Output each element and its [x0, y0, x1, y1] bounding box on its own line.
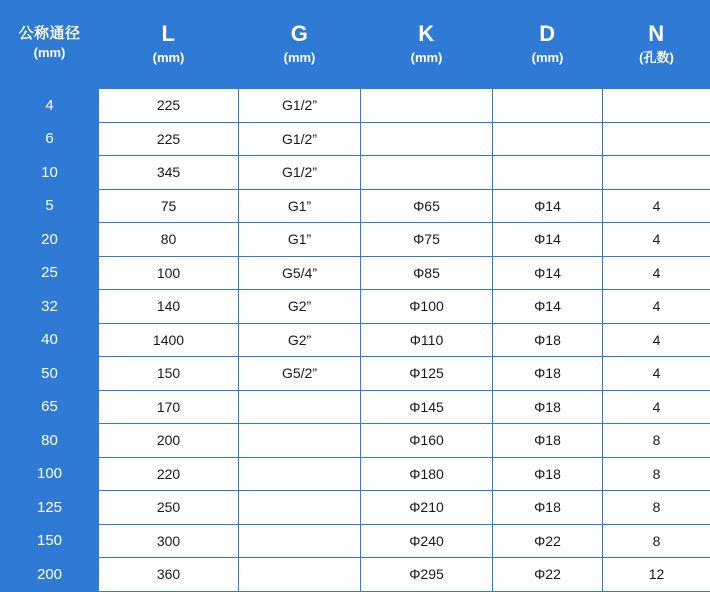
cell-d: Φ18	[493, 390, 603, 424]
cell-l: 300	[99, 524, 239, 558]
table-row	[1, 223, 710, 257]
cell-g: G1”	[239, 223, 361, 257]
column-header-unit: (mm)	[239, 48, 360, 69]
cell-n	[603, 89, 710, 123]
column-header-d	[493, 1, 603, 89]
cell-d: Φ18	[493, 323, 603, 357]
cell-k: Φ100	[361, 290, 493, 324]
cell-k: Φ160	[361, 424, 493, 458]
table-row	[1, 122, 710, 156]
column-header-unit: (mm)	[493, 48, 602, 69]
cell-n: 12	[603, 558, 710, 592]
cell-nominal-diameter: 20	[1, 223, 99, 257]
cell-nominal-diameter: 65	[1, 390, 99, 424]
cell-n: 8	[603, 457, 710, 491]
table-row	[1, 189, 710, 223]
cell-d: Φ14	[493, 290, 603, 324]
cell-nominal-diameter: 50	[1, 357, 99, 391]
cell-l: 150	[99, 357, 239, 391]
cell-d: Φ14	[493, 223, 603, 257]
cell-k: Φ180	[361, 457, 493, 491]
cell-d	[493, 89, 603, 123]
cell-n: 4	[603, 357, 710, 391]
table-row	[1, 390, 710, 424]
cell-nominal-diameter: 125	[1, 491, 99, 525]
cell-g	[239, 524, 361, 558]
cell-n: 8	[603, 524, 710, 558]
cell-nominal-diameter: 100	[1, 457, 99, 491]
column-header-unit: (mm)	[99, 48, 238, 69]
column-header-title: L	[99, 20, 238, 48]
cell-l: 80	[99, 223, 239, 257]
cell-d	[493, 156, 603, 190]
cell-d	[493, 122, 603, 156]
cell-d: Φ22	[493, 558, 603, 592]
column-header-unit: (mm)	[361, 48, 492, 69]
column-header-title: G	[239, 20, 360, 48]
table-row	[1, 491, 710, 525]
cell-k	[361, 89, 493, 123]
cell-l: 225	[99, 122, 239, 156]
column-header-title: N	[603, 20, 710, 48]
cell-nominal-diameter: 40	[1, 323, 99, 357]
table-row	[1, 424, 710, 458]
cell-nominal-diameter: 10	[1, 156, 99, 190]
cell-n: 4	[603, 189, 710, 223]
cell-n	[603, 156, 710, 190]
cell-k	[361, 122, 493, 156]
cell-k: Φ240	[361, 524, 493, 558]
cell-l: 345	[99, 156, 239, 190]
cell-d: Φ22	[493, 524, 603, 558]
cell-k: Φ65	[361, 189, 493, 223]
cell-d: Φ14	[493, 189, 603, 223]
cell-l: 140	[99, 290, 239, 324]
cell-g: G2”	[239, 323, 361, 357]
cell-g	[239, 558, 361, 592]
cell-l: 170	[99, 390, 239, 424]
cell-k: Φ85	[361, 256, 493, 290]
cell-g	[239, 457, 361, 491]
column-header-unit: (孔数)	[603, 48, 710, 69]
cell-nominal-diameter: 150	[1, 524, 99, 558]
cell-nominal-diameter: 6	[1, 122, 99, 156]
cell-g: G1/2”	[239, 156, 361, 190]
column-header-n	[603, 1, 710, 89]
table-row	[1, 457, 710, 491]
cell-l: 200	[99, 424, 239, 458]
cell-g: G2”	[239, 290, 361, 324]
cell-g: G5/2”	[239, 357, 361, 391]
cell-g	[239, 390, 361, 424]
cell-g: G1”	[239, 189, 361, 223]
cell-k: Φ110	[361, 323, 493, 357]
column-header-l	[99, 1, 239, 89]
table-row	[1, 89, 710, 123]
cell-l: 250	[99, 491, 239, 525]
table-row	[1, 156, 710, 190]
cell-n	[603, 122, 710, 156]
cell-d: Φ18	[493, 424, 603, 458]
cell-l: 220	[99, 457, 239, 491]
cell-d: Φ18	[493, 457, 603, 491]
cell-g	[239, 491, 361, 525]
cell-nominal-diameter: 80	[1, 424, 99, 458]
cell-k: Φ125	[361, 357, 493, 391]
cell-k: Φ145	[361, 390, 493, 424]
cell-nominal-diameter: 32	[1, 290, 99, 324]
cell-d: Φ18	[493, 491, 603, 525]
column-header-nominal-diameter	[1, 1, 99, 89]
table-body	[1, 89, 710, 592]
cell-n: 4	[603, 256, 710, 290]
table-row	[1, 256, 710, 290]
cell-k: Φ210	[361, 491, 493, 525]
cell-nominal-diameter: 25	[1, 256, 99, 290]
column-header-k	[361, 1, 493, 89]
cell-g: G1/2”	[239, 122, 361, 156]
table-row	[1, 290, 710, 324]
cell-nominal-diameter: 5	[1, 189, 99, 223]
cell-n: 4	[603, 290, 710, 324]
cell-nominal-diameter: 4	[1, 89, 99, 123]
table-row	[1, 558, 710, 592]
cell-n: 8	[603, 491, 710, 525]
column-header-g	[239, 1, 361, 89]
cell-k: Φ295	[361, 558, 493, 592]
table-row	[1, 357, 710, 391]
column-header-unit: (mm)	[1, 43, 98, 64]
cell-g	[239, 424, 361, 458]
table-row	[1, 524, 710, 558]
cell-d: Φ18	[493, 357, 603, 391]
cell-l: 225	[99, 89, 239, 123]
cell-k: Φ75	[361, 223, 493, 257]
cell-k	[361, 156, 493, 190]
header-row	[1, 1, 710, 89]
column-header-title: 公称通径	[1, 25, 98, 44]
cell-l: 1400	[99, 323, 239, 357]
cell-nominal-diameter: 200	[1, 558, 99, 592]
cell-l: 75	[99, 189, 239, 223]
cell-g: G1/2”	[239, 89, 361, 123]
cell-l: 100	[99, 256, 239, 290]
table-header	[1, 1, 710, 89]
cell-d: Φ14	[493, 256, 603, 290]
table-row	[1, 323, 710, 357]
column-header-title: K	[361, 20, 492, 48]
cell-g: G5/4”	[239, 256, 361, 290]
cell-n: 4	[603, 223, 710, 257]
cell-n: 4	[603, 390, 710, 424]
column-header-title: D	[493, 20, 602, 48]
cell-n: 8	[603, 424, 710, 458]
cell-n: 4	[603, 323, 710, 357]
cell-l: 360	[99, 558, 239, 592]
